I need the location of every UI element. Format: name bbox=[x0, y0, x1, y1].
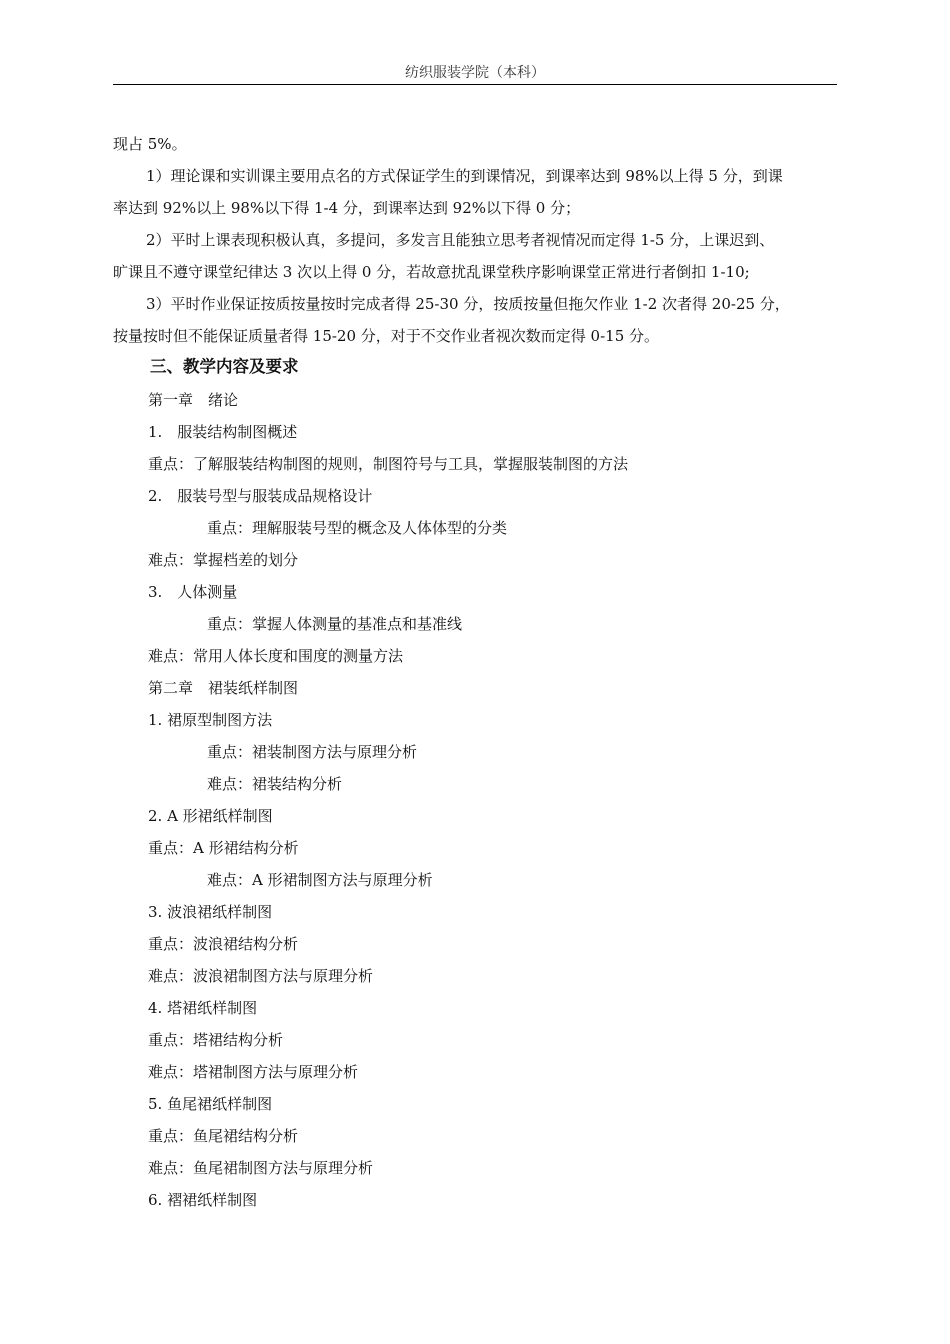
key-point: 重点：裙装制图方法与原理分析 bbox=[207, 743, 418, 761]
key-point: 重点：塔裙结构分析 bbox=[148, 1031, 284, 1049]
paragraph-line: 率达到 92%以上 98%以下得 1-4 分，到课率达到 92%以下得 0 分； bbox=[113, 199, 581, 217]
paragraph-line: 2）平时上课表现积极认真，多提问，多发言且能独立思考者视情况而定得 1-5 分，上课迟到、 bbox=[146, 231, 775, 249]
outline-item: 1. 服装结构制图概述 bbox=[148, 423, 298, 441]
paragraph-line: 3）平时作业保证按质按量按时完成者得 25-30 分，按质按量但拖欠作业 1-2 次者得 20-25 分， bbox=[146, 295, 790, 313]
difficult-point: 难点：常用人体长度和围度的测量方法 bbox=[148, 647, 404, 665]
difficult-point: 难点：A 形裙制图方法与原理分析 bbox=[207, 871, 433, 889]
key-point: 重点：了解服装结构制图的规则，制图符号与工具，掌握服装制图的方法 bbox=[148, 455, 629, 473]
key-point: 重点：A 形裙结构分析 bbox=[148, 839, 299, 857]
page-header: 纺织服装学院（本科） bbox=[405, 65, 545, 81]
paragraph-line: 1）理论课和实训课主要用点名的方式保证学生的到课情况，到课率达到 98%以上得 5 分，到课 bbox=[146, 167, 783, 185]
section-title: 三、教学内容及要求 bbox=[150, 357, 299, 376]
paragraph-line: 按量按时但不能保证质量者得 15-20 分，对于不交作业者视次数而定得 0-15 分。 bbox=[113, 327, 660, 345]
difficult-point: 难点：裙装结构分析 bbox=[207, 775, 343, 793]
outline-item: 3. 人体测量 bbox=[148, 583, 238, 601]
key-point: 重点：鱼尾裙结构分析 bbox=[148, 1127, 299, 1145]
outline-item: 1. 裙原型制图方法 bbox=[148, 711, 273, 729]
header-rule bbox=[113, 84, 837, 85]
difficult-point: 难点：波浪裙制图方法与原理分析 bbox=[148, 967, 374, 985]
outline-item: 4. 塔裙纸样制图 bbox=[148, 999, 258, 1017]
difficult-point: 难点：掌握档差的划分 bbox=[148, 551, 299, 569]
chapter-heading: 第一章 绪论 bbox=[148, 391, 239, 409]
key-point: 重点：理解服装号型的概念及人体体型的分类 bbox=[207, 519, 508, 537]
difficult-point: 难点：塔裙制图方法与原理分析 bbox=[148, 1063, 359, 1081]
difficult-point: 难点：鱼尾裙制图方法与原理分析 bbox=[148, 1159, 374, 1177]
outline-item: 2. A 形裙纸样制图 bbox=[148, 807, 273, 825]
outline-item: 5. 鱼尾裙纸样制图 bbox=[148, 1095, 273, 1113]
paragraph-line: 旷课且不遵守课堂纪律达 3 次以上得 0 分，若故意扰乱课堂秩序影响课堂正常进行者倒扣 1-10; bbox=[113, 263, 750, 281]
outline-item: 3. 波浪裙纸样制图 bbox=[148, 903, 273, 921]
key-point: 重点：掌握人体测量的基准点和基准线 bbox=[207, 615, 463, 633]
outline-item: 2. 服装号型与服装成品规格设计 bbox=[148, 487, 373, 505]
outline-item: 6. 褶裙纸样制图 bbox=[148, 1191, 258, 1209]
chapter-heading: 第二章 裙装纸样制图 bbox=[148, 679, 299, 697]
paragraph-line: 现占 5%。 bbox=[113, 135, 187, 153]
key-point: 重点：波浪裙结构分析 bbox=[148, 935, 299, 953]
